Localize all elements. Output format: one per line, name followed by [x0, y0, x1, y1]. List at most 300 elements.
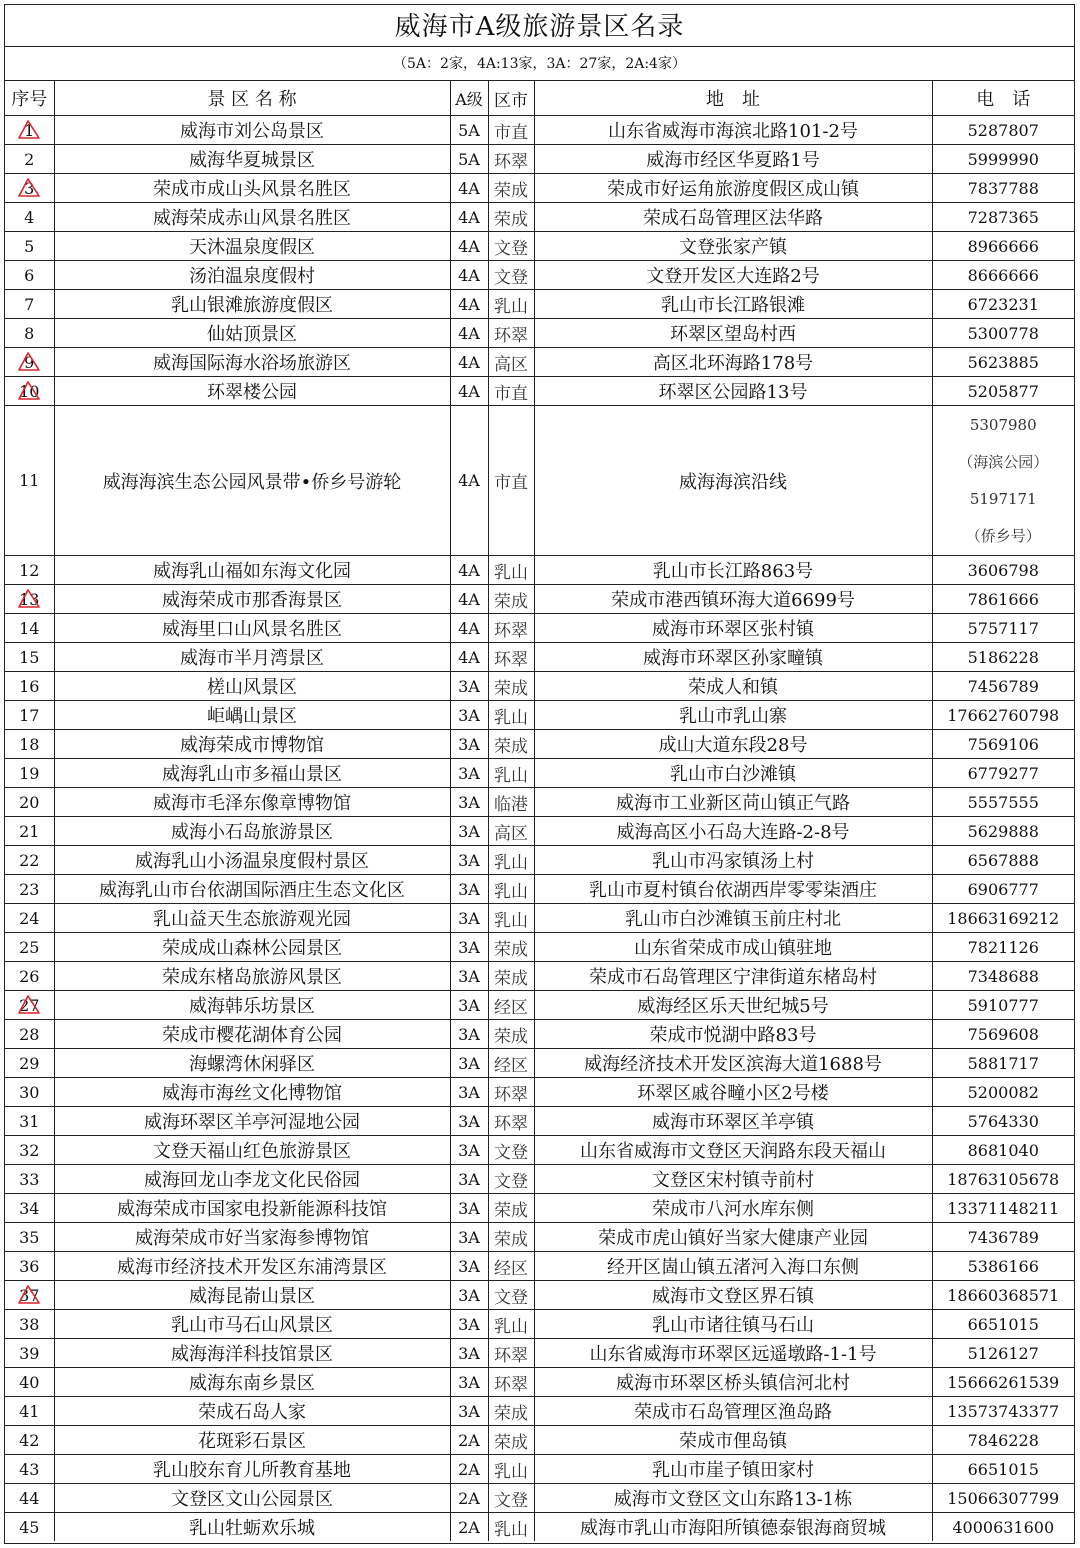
row-seq-cell — [5, 1223, 54, 1252]
row-seq: 28 — [19, 1024, 40, 1044]
row-level: 3A — [450, 672, 488, 701]
row-district: 环翠 — [488, 1078, 534, 1107]
row-district: 荣成 — [488, 585, 534, 614]
row-phone: 18663169212 — [932, 904, 1074, 933]
row-phone: 4000631600 — [932, 1513, 1074, 1542]
row-name: 威海乳山小汤温泉度假村景区 — [54, 846, 450, 875]
header-level: A级 — [450, 81, 488, 116]
row-phone: 6651015 — [932, 1310, 1074, 1339]
table-row — [5, 377, 1074, 406]
row-seq: 27 — [19, 995, 40, 1015]
row-level: 4A — [450, 203, 488, 232]
row-address: 荣成市八河水库东侧 — [534, 1194, 932, 1223]
row-phone: 7861666 — [932, 585, 1074, 614]
table-row — [5, 1484, 1074, 1513]
table-row — [5, 261, 1074, 290]
row-district: 文登 — [488, 1136, 534, 1165]
row-phone: 5999990 — [932, 145, 1074, 174]
row-level: 4A — [450, 377, 488, 406]
row-level: 3A — [450, 1397, 488, 1426]
row-name: 威海昆嵛山景区 — [54, 1281, 450, 1310]
row-phone: 5287807 — [932, 116, 1074, 145]
header-name: 景 区 名 称 — [54, 81, 450, 116]
table-row — [5, 116, 1074, 145]
row-level: 4A — [450, 643, 488, 672]
row-district: 经区 — [488, 1049, 534, 1078]
scenic-area-table — [5, 81, 1074, 1541]
row-phone: 5557555 — [932, 788, 1074, 817]
row-seq-cell — [5, 643, 54, 672]
row-address: 荣成人和镇 — [534, 672, 932, 701]
row-seq: 38 — [19, 1314, 40, 1334]
row-level: 3A — [450, 933, 488, 962]
row-seq: 35 — [19, 1227, 40, 1247]
row-seq: 37 — [19, 1285, 40, 1305]
row-address: 文登区宋村镇寺前村 — [534, 1165, 932, 1194]
table-row — [5, 1455, 1074, 1484]
row-district: 环翠 — [488, 145, 534, 174]
row-address: 荣成市港西镇环海大道6699号 — [534, 585, 932, 614]
row-seq: 15 — [19, 647, 40, 667]
row-district: 高区 — [488, 817, 534, 846]
row-name: 威海小石岛旅游景区 — [54, 817, 450, 846]
row-level: 2A — [450, 1455, 488, 1484]
row-address: 威海市文登区界石镇 — [534, 1281, 932, 1310]
row-phone: 5200082 — [932, 1078, 1074, 1107]
row-level: 3A — [450, 1310, 488, 1339]
row-seq: 13 — [19, 589, 40, 609]
row-name: 威海里口山风景名胜区 — [54, 614, 450, 643]
table-row — [5, 556, 1074, 585]
row-seq-cell — [5, 377, 54, 406]
row-level: 4A — [450, 232, 488, 261]
row-district: 临港 — [488, 788, 534, 817]
row-name: 荣成成山森林公园景区 — [54, 933, 450, 962]
row-seq-cell — [5, 875, 54, 904]
row-name: 文登天福山红色旅游景区 — [54, 1136, 450, 1165]
row-district: 市直 — [488, 377, 534, 406]
header-address: 地 址 — [534, 81, 932, 116]
row-name: 荣成市成山头风景名胜区 — [54, 174, 450, 203]
row-phone: 5186228 — [932, 643, 1074, 672]
row-address: 威海高区小石岛大连路-2-8号 — [534, 817, 932, 846]
row-address: 乳山市乳山寨 — [534, 701, 932, 730]
row-seq-cell — [5, 406, 54, 556]
row-address: 威海海滨沿线 — [534, 406, 932, 556]
row-district: 经区 — [488, 1252, 534, 1281]
row-phone: 7821126 — [932, 933, 1074, 962]
row-seq-cell — [5, 730, 54, 759]
row-phone: 5386166 — [932, 1252, 1074, 1281]
row-address: 环翠区望岛村西 — [534, 319, 932, 348]
row-address: 山东省威海市海滨北路101-2号 — [534, 116, 932, 145]
row-level: 3A — [450, 962, 488, 991]
row-phone: 13371148211 — [932, 1194, 1074, 1223]
row-seq-cell — [5, 933, 54, 962]
row-name: 乳山市马石山风景区 — [54, 1310, 450, 1339]
row-address: 环翠区公园路13号 — [534, 377, 932, 406]
row-seq-cell — [5, 817, 54, 846]
row-seq-cell — [5, 614, 54, 643]
row-level: 4A — [450, 406, 488, 556]
table-row — [5, 290, 1074, 319]
row-district: 环翠 — [488, 643, 534, 672]
row-seq-cell — [5, 1049, 54, 1078]
row-seq: 7 — [24, 294, 35, 314]
row-name: 威海市刘公岛景区 — [54, 116, 450, 145]
row-district: 荣成 — [488, 730, 534, 759]
table-row — [5, 1107, 1074, 1136]
directory-sheet — [4, 4, 1075, 1544]
table-row — [5, 1339, 1074, 1368]
row-address: 高区北环海路178号 — [534, 348, 932, 377]
row-level: 3A — [450, 1049, 488, 1078]
row-phone-line: （侨乡号） — [965, 526, 1041, 545]
row-level: 3A — [450, 1136, 488, 1165]
row-seq-cell — [5, 1368, 54, 1397]
row-seq: 9 — [24, 352, 35, 372]
row-address: 乳山市诸往镇马石山 — [534, 1310, 932, 1339]
row-seq-cell — [5, 701, 54, 730]
row-name: 槎山风景区 — [54, 672, 450, 701]
row-name: 乳山银滩旅游度假区 — [54, 290, 450, 319]
row-address: 乳山市长江路银滩 — [534, 290, 932, 319]
table-row — [5, 933, 1074, 962]
row-level: 3A — [450, 1368, 488, 1397]
row-name: 海螺湾休闲驿区 — [54, 1049, 450, 1078]
row-seq-cell — [5, 556, 54, 585]
row-phone: 7837788 — [932, 174, 1074, 203]
row-address: 荣成市悦湖中路83号 — [534, 1020, 932, 1049]
row-phone: 15666261539 — [932, 1368, 1074, 1397]
row-level: 3A — [450, 788, 488, 817]
row-level: 4A — [450, 261, 488, 290]
row-level: 3A — [450, 991, 488, 1020]
row-address: 成山大道东段28号 — [534, 730, 932, 759]
row-seq: 1 — [24, 120, 35, 140]
row-level: 3A — [450, 1020, 488, 1049]
table-row — [5, 1368, 1074, 1397]
table-row — [5, 145, 1074, 174]
row-level: 2A — [450, 1484, 488, 1513]
table-row — [5, 817, 1074, 846]
row-phone: 18660368571 — [932, 1281, 1074, 1310]
row-seq: 12 — [19, 560, 40, 580]
row-phone: 8681040 — [932, 1136, 1074, 1165]
row-phone: 5764330 — [932, 1107, 1074, 1136]
row-seq: 20 — [19, 792, 40, 812]
row-phone-line: （海滨公园） — [958, 452, 1049, 471]
row-phone: 6651015 — [932, 1455, 1074, 1484]
row-seq-cell — [5, 846, 54, 875]
row-phone: 6723231 — [932, 290, 1074, 319]
table-row — [5, 1049, 1074, 1078]
table-row — [5, 701, 1074, 730]
row-level: 3A — [450, 1078, 488, 1107]
row-level: 3A — [450, 1223, 488, 1252]
row-seq-cell — [5, 319, 54, 348]
row-phone: 18763105678 — [932, 1165, 1074, 1194]
table-row — [5, 1426, 1074, 1455]
table-row — [5, 1165, 1074, 1194]
row-name: 威海市经济技术开发区东浦湾景区 — [54, 1252, 450, 1281]
row-name: 天沐温泉度假区 — [54, 232, 450, 261]
table-row — [5, 1078, 1074, 1107]
row-name: 威海海洋科技馆景区 — [54, 1339, 450, 1368]
row-seq-cell — [5, 788, 54, 817]
row-level: 2A — [450, 1513, 488, 1542]
row-seq-cell — [5, 1426, 54, 1455]
row-district: 乳山 — [488, 759, 534, 788]
row-seq: 5 — [24, 236, 35, 256]
row-name: 威海乳山市台依湖国际酒庄生态文化区 — [54, 875, 450, 904]
row-level: 3A — [450, 1165, 488, 1194]
row-district: 乳山 — [488, 846, 534, 875]
row-name: 荣成石岛人家 — [54, 1397, 450, 1426]
row-level: 3A — [450, 904, 488, 933]
row-phone: 7456789 — [932, 672, 1074, 701]
row-address: 威海市环翠区孙家疃镇 — [534, 643, 932, 672]
row-address: 文登开发区大连路2号 — [534, 261, 932, 290]
row-district: 乳山 — [488, 701, 534, 730]
table-row — [5, 788, 1074, 817]
row-seq-cell — [5, 290, 54, 319]
row-address: 威海市经区华夏路1号 — [534, 145, 932, 174]
row-seq-cell — [5, 261, 54, 290]
row-level: 3A — [450, 1194, 488, 1223]
page-subtitle: （5A：2家，4A:13家，3A：27家，2A:4家） — [5, 47, 1074, 81]
row-level: 4A — [450, 290, 488, 319]
row-district: 荣成 — [488, 933, 534, 962]
table-row — [5, 1513, 1074, 1542]
row-district: 荣成 — [488, 1223, 534, 1252]
table-row — [5, 174, 1074, 203]
row-name: 威海回龙山李龙文化民俗园 — [54, 1165, 450, 1194]
row-phone: 17662760798 — [932, 701, 1074, 730]
row-phone: 5757117 — [932, 614, 1074, 643]
row-seq-cell — [5, 672, 54, 701]
row-phone: 5623885 — [932, 348, 1074, 377]
row-phone-line: 5307980 — [969, 415, 1037, 434]
row-seq-cell — [5, 1339, 54, 1368]
row-seq: 42 — [19, 1430, 40, 1450]
row-phone: 5126127 — [932, 1339, 1074, 1368]
row-address: 威海市环翠区桥头镇信河北村 — [534, 1368, 932, 1397]
row-district: 荣成 — [488, 174, 534, 203]
row-address: 乳山市白沙滩镇玉前庄村北 — [534, 904, 932, 933]
row-phone-line: 5197171 — [969, 489, 1037, 508]
row-seq: 43 — [19, 1459, 40, 1479]
row-phone: 6779277 — [932, 759, 1074, 788]
row-seq: 11 — [19, 471, 40, 490]
table-row — [5, 962, 1074, 991]
row-seq: 39 — [19, 1343, 40, 1363]
row-address: 威海市环翠区羊亭镇 — [534, 1107, 932, 1136]
row-seq-cell — [5, 1136, 54, 1165]
table-row — [5, 585, 1074, 614]
row-name: 威海荣成市国家电投新能源科技馆 — [54, 1194, 450, 1223]
row-district: 环翠 — [488, 1107, 534, 1136]
row-seq: 29 — [19, 1053, 40, 1073]
row-district: 文登 — [488, 232, 534, 261]
header-phone: 电 话 — [932, 81, 1074, 116]
row-seq-cell — [5, 991, 54, 1020]
row-name: 威海韩乐坊景区 — [54, 991, 450, 1020]
row-district: 文登 — [488, 1484, 534, 1513]
row-phone: 8966666 — [932, 232, 1074, 261]
row-phone: 7348688 — [932, 962, 1074, 991]
row-seq-cell — [5, 1252, 54, 1281]
row-seq: 25 — [19, 937, 40, 957]
row-address: 文登张家产镇 — [534, 232, 932, 261]
row-address: 乳山市冯家镇汤上村 — [534, 846, 932, 875]
row-seq-cell — [5, 232, 54, 261]
row-address: 荣成市好运角旅游度假区成山镇 — [534, 174, 932, 203]
row-seq-cell — [5, 1455, 54, 1484]
row-seq-cell — [5, 1107, 54, 1136]
row-phone — [932, 406, 1074, 556]
row-address: 荣成市俚岛镇 — [534, 1426, 932, 1455]
row-district: 市直 — [488, 116, 534, 145]
table-row — [5, 319, 1074, 348]
row-phone: 3606798 — [932, 556, 1074, 585]
row-seq: 18 — [19, 734, 40, 754]
table-row — [5, 1194, 1074, 1223]
row-seq: 41 — [19, 1401, 40, 1421]
row-level: 4A — [450, 348, 488, 377]
table-row — [5, 348, 1074, 377]
row-district: 乳山 — [488, 1310, 534, 1339]
row-seq-cell — [5, 1310, 54, 1339]
row-seq-cell — [5, 1020, 54, 1049]
row-address: 威海市环翠区张村镇 — [534, 614, 932, 643]
row-level: 4A — [450, 556, 488, 585]
row-district: 市直 — [488, 406, 534, 556]
row-seq: 23 — [19, 879, 40, 899]
row-name: 岠嵎山景区 — [54, 701, 450, 730]
table-row — [5, 875, 1074, 904]
row-phone: 6906777 — [932, 875, 1074, 904]
row-seq: 19 — [19, 763, 40, 783]
row-address: 威海经济技术开发区滨海大道1688号 — [534, 1049, 932, 1078]
table-row — [5, 672, 1074, 701]
row-district: 文登 — [488, 261, 534, 290]
row-district: 荣成 — [488, 1020, 534, 1049]
row-seq: 10 — [19, 381, 40, 401]
row-address: 荣成石岛管理区法华路 — [534, 203, 932, 232]
row-level: 4A — [450, 319, 488, 348]
row-seq: 30 — [19, 1082, 40, 1102]
row-name: 乳山胶东育儿所教育基地 — [54, 1455, 450, 1484]
row-level: 4A — [450, 614, 488, 643]
row-name: 文登区文山公园景区 — [54, 1484, 450, 1513]
row-address: 威海市工业新区苘山镇正气路 — [534, 788, 932, 817]
row-seq: 45 — [19, 1517, 40, 1537]
row-phone: 8666666 — [932, 261, 1074, 290]
table-row — [5, 1281, 1074, 1310]
row-level: 3A — [450, 1252, 488, 1281]
row-phone: 5881717 — [932, 1049, 1074, 1078]
row-seq: 44 — [19, 1488, 40, 1508]
row-phone: 7846228 — [932, 1426, 1074, 1455]
row-name: 威海华夏城景区 — [54, 145, 450, 174]
row-seq: 34 — [19, 1198, 40, 1218]
table-row — [5, 203, 1074, 232]
row-district: 环翠 — [488, 614, 534, 643]
row-seq: 21 — [19, 821, 40, 841]
row-district: 乳山 — [488, 556, 534, 585]
row-name: 威海乳山福如东海文化园 — [54, 556, 450, 585]
row-name: 威海乳山市多福山景区 — [54, 759, 450, 788]
row-district: 荣成 — [488, 672, 534, 701]
header-district: 区市 — [488, 81, 534, 116]
row-level: 4A — [450, 174, 488, 203]
row-seq: 32 — [19, 1140, 40, 1160]
row-district: 环翠 — [488, 319, 534, 348]
row-name: 威海荣成市博物馆 — [54, 730, 450, 759]
row-district: 荣成 — [488, 1194, 534, 1223]
row-level: 3A — [450, 875, 488, 904]
row-district: 乳山 — [488, 1455, 534, 1484]
row-level: 3A — [450, 759, 488, 788]
row-phone: 13573743377 — [932, 1397, 1074, 1426]
row-seq-cell — [5, 1194, 54, 1223]
table-row — [5, 614, 1074, 643]
table-row — [5, 904, 1074, 933]
row-address: 山东省威海市文登区天润路东段天福山 — [534, 1136, 932, 1165]
row-name: 威海市毛泽东像章博物馆 — [54, 788, 450, 817]
row-address: 威海经区乐天世纪城5号 — [534, 991, 932, 1020]
row-seq-cell — [5, 348, 54, 377]
row-seq-cell — [5, 174, 54, 203]
row-district: 荣成 — [488, 1426, 534, 1455]
row-phone: 7569106 — [932, 730, 1074, 759]
row-district: 经区 — [488, 991, 534, 1020]
row-name: 汤泊温泉度假村 — [54, 261, 450, 290]
row-name: 乳山益天生态旅游观光园 — [54, 904, 450, 933]
row-seq-cell — [5, 904, 54, 933]
row-name: 威海海滨生态公园风景带•侨乡号游轮 — [54, 406, 450, 556]
row-name: 威海国际海水浴场旅游区 — [54, 348, 450, 377]
row-name: 荣成东楮岛旅游风景区 — [54, 962, 450, 991]
row-seq-cell — [5, 962, 54, 991]
row-address: 山东省威海市环翠区远遥墩路-1-1号 — [534, 1339, 932, 1368]
row-name: 仙姑顶景区 — [54, 319, 450, 348]
row-name: 花斑彩石景区 — [54, 1426, 450, 1455]
row-level: 3A — [450, 730, 488, 759]
row-seq: 26 — [19, 966, 40, 986]
table-row — [5, 759, 1074, 788]
row-address: 经开区崮山镇五渚河入海口东侧 — [534, 1252, 932, 1281]
row-district: 荣成 — [488, 1397, 534, 1426]
row-seq: 4 — [24, 207, 35, 227]
row-phone: 6567888 — [932, 846, 1074, 875]
row-seq-cell — [5, 1397, 54, 1426]
row-level: 3A — [450, 1339, 488, 1368]
row-address: 威海市乳山市海阳所镇德泰银海商贸城 — [534, 1513, 932, 1542]
row-address: 乳山市白沙滩镇 — [534, 759, 932, 788]
table-row — [5, 232, 1074, 261]
table-header-row — [5, 81, 1074, 116]
row-name: 威海环翠区羊亭河湿地公园 — [54, 1107, 450, 1136]
row-address: 荣成市石岛管理区宁津街道东楮岛村 — [534, 962, 932, 991]
table-row — [5, 406, 1074, 556]
row-district: 乳山 — [488, 1513, 534, 1542]
row-seq: 40 — [19, 1372, 40, 1392]
header-seq: 序号 — [5, 81, 54, 116]
row-phone: 7436789 — [932, 1223, 1074, 1252]
row-district: 环翠 — [488, 1368, 534, 1397]
